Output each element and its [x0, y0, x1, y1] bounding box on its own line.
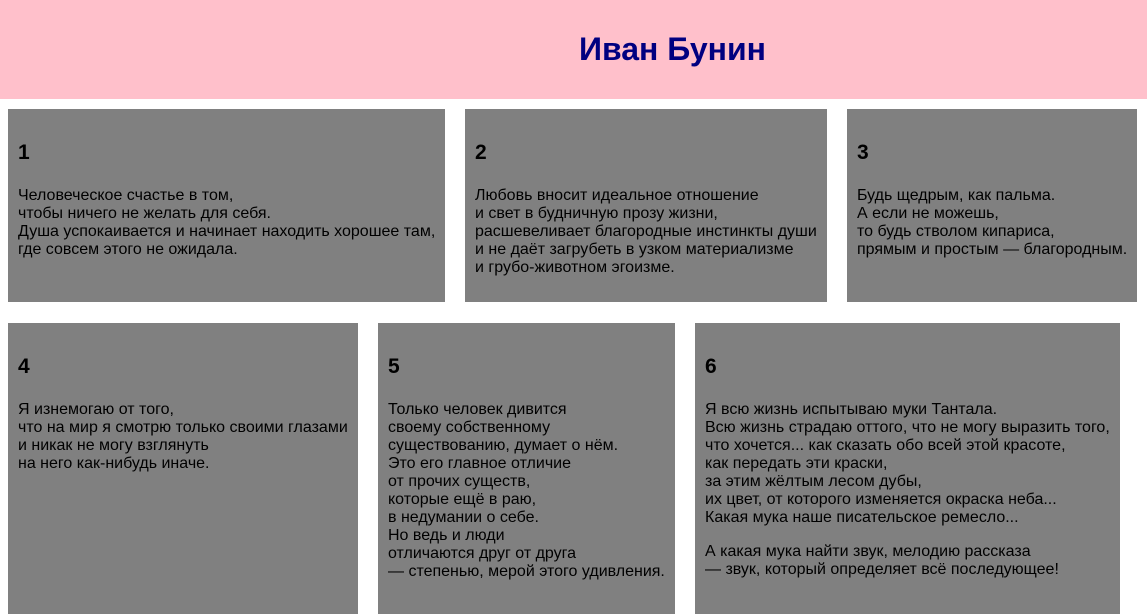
card-number: 3 — [857, 141, 869, 164]
quote-text — [18, 401, 348, 473]
quote-line: что на мир я смотрю только своими глазами — [18, 419, 348, 436]
quote-line: в недумании о себе. — [388, 509, 539, 526]
quote-line: А если не можешь, — [857, 205, 999, 222]
quote-line: расшевеливает благородные инстинкты души — [475, 223, 817, 240]
quote-line: Я изнемогаю от того, — [18, 401, 174, 418]
quote-card-2 — [465, 109, 827, 302]
quote-line: Я всю жизнь испытываю муки Тантала. — [705, 401, 998, 418]
quote-line: Человеческое счастье в том, — [18, 187, 234, 204]
quote-line: то будь стволом кипариса, — [857, 223, 1055, 240]
quote-text — [705, 401, 1110, 579]
quote-line: своему собственному — [388, 419, 551, 436]
quote-line: их цвет, от которого изменяется окраска неба... — [705, 491, 1057, 508]
quote-line: и грубо-животном эгоизме. — [475, 259, 675, 276]
quote-text — [388, 401, 665, 581]
quote-line: которые ещё в раю, — [388, 491, 537, 508]
card-number: 2 — [475, 141, 487, 164]
page-header — [0, 0, 1147, 99]
quote-card-6 — [695, 323, 1120, 614]
quote-line: чтобы ничего не желать для себя. — [18, 205, 271, 222]
page-title: Иван Бунин — [579, 31, 766, 67]
card-number: 6 — [705, 355, 717, 378]
quote-text — [475, 187, 817, 277]
quote-line: А какая мука найти звук, мелодию рассказа — [705, 543, 1031, 560]
card-number: 4 — [18, 355, 30, 378]
quote-line: Душа успокаивается и начинает находить хорошее там, — [18, 223, 436, 240]
quote-text — [18, 187, 435, 259]
quote-line: отличаются друг от друга — [388, 545, 577, 562]
quote-line: за этим жёлтым лесом дубы, — [705, 473, 922, 490]
quote-line: на него как-нибудь иначе. — [18, 455, 210, 472]
quote-line: — степенью, мерой этого удивления. — [388, 563, 665, 580]
quote-line: Будь щедрым, как пальма. — [857, 187, 1056, 204]
quote-line: и не даёт загрубеть в узком материализме — [475, 241, 794, 258]
quote-line: что хочется... как сказать обо всей этой красоте, — [705, 437, 1066, 454]
card-number: 1 — [18, 141, 30, 164]
quote-line: Какая мука наше писательское ремесло... — [705, 509, 1019, 526]
quote-line: от прочих существ, — [388, 473, 531, 490]
quote-line: Но ведь и люди — [388, 527, 505, 544]
quote-line: прямым и простым — благородным. — [857, 241, 1128, 258]
quote-line: Это его главное отличие — [388, 455, 571, 472]
quote-line: как передать эти краски, — [705, 455, 888, 472]
quote-line: существованию, думает о нём. — [388, 437, 619, 454]
card-number: 5 — [388, 355, 400, 378]
quote-card-4 — [8, 323, 358, 614]
quote-line: — звук, который определяет всё последующее! — [705, 561, 1059, 578]
quote-line: где совсем этого не ожидала. — [18, 241, 238, 258]
quote-card-3 — [847, 109, 1137, 302]
quote-line: Только человек дивится — [388, 401, 567, 418]
quote-line: Любовь вносит идеальное отношение — [475, 187, 759, 204]
quote-line: Всю жизнь страдаю оттого, что не могу выразить того, — [705, 419, 1110, 436]
quote-card-1 — [8, 109, 445, 302]
quote-line: и свет в будничную прозу жизни, — [475, 205, 718, 222]
quote-text — [857, 187, 1127, 259]
quote-card-5 — [378, 323, 675, 614]
paragraph-gap — [705, 527, 1110, 543]
quote-line: и никак не могу взглянуть — [18, 437, 209, 454]
